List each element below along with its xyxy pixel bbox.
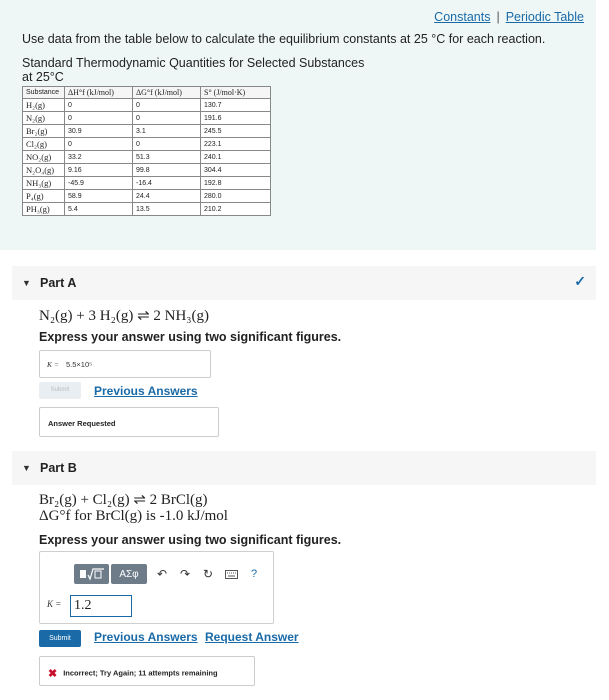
periodic-table-link[interactable]: Periodic Table	[505, 10, 584, 24]
table-row	[23, 164, 271, 177]
s-cell: 304.4	[201, 164, 271, 177]
error-x-icon: ✖	[48, 668, 58, 680]
dh-cell: 58.9	[65, 190, 133, 203]
problem-intro-text: Use data from the table below to calculate the equilibrium constants at 25 °C for each reaction.	[22, 32, 546, 46]
part-b-given-value: -1.0 kJ/mol	[159, 508, 228, 524]
keyboard-icon[interactable]	[221, 564, 241, 584]
part-b-given	[39, 508, 228, 525]
collapse-caret-icon[interactable]: ▼	[22, 463, 31, 473]
header-s: S° (J/mol·K)	[201, 87, 271, 99]
top-links	[434, 10, 584, 24]
table-row	[23, 151, 271, 164]
part-a-header[interactable]	[12, 266, 596, 300]
substance-cell: N₂O₄(g)	[23, 164, 65, 177]
s-cell: 240.1	[201, 151, 271, 164]
table-row	[23, 112, 271, 125]
dg-cell: 51.3	[133, 151, 201, 164]
table-row	[23, 99, 271, 112]
part-b-header[interactable]	[12, 451, 596, 485]
math-toolbar	[74, 563, 264, 585]
table-row	[23, 203, 271, 216]
k-label: K =	[47, 599, 62, 609]
s-cell: 280.0	[201, 190, 271, 203]
part-a-previous-answers-link[interactable]: Previous Answers	[94, 384, 198, 398]
substance-cell: H₂(g)	[23, 99, 65, 112]
answer-requested-message: Answer Requested	[39, 407, 219, 437]
substance-cell: Cl₂(g)	[23, 138, 65, 151]
reset-icon[interactable]: ↻	[202, 567, 214, 581]
table-row	[23, 190, 271, 203]
help-icon[interactable]: ?	[250, 568, 258, 580]
dg-cell: 0	[133, 112, 201, 125]
s-cell: 192.8	[201, 177, 271, 190]
error-message: Incorrect; Try Again; 11 attempts remaining	[63, 668, 218, 678]
table-title	[22, 56, 364, 84]
s-cell: 223.1	[201, 138, 271, 151]
table-row	[23, 177, 271, 190]
undo-icon[interactable]: ↶	[156, 567, 168, 581]
header-dg: ΔG°f (kJ/mol)	[133, 87, 201, 99]
part-a-instruction: Express your answer using two significant figures.	[39, 330, 342, 344]
table-title-line2: at 25°C	[22, 70, 64, 84]
k-answer-input[interactable]	[70, 595, 132, 617]
header-substance: Substance	[23, 87, 65, 99]
collapse-caret-icon[interactable]: ▼	[22, 278, 31, 288]
dg-cell: 24.4	[133, 190, 201, 203]
s-cell: 245.5	[201, 125, 271, 138]
dg-cell: 13.5	[133, 203, 201, 216]
part-b-previous-answers-link[interactable]: Previous Answers	[94, 630, 198, 644]
table-title-line1: Standard Thermodynamic Quantities for Selected Substances	[22, 56, 365, 70]
header-dh: ΔH°f (kJ/mol)	[65, 87, 133, 99]
thermo-table	[22, 86, 271, 216]
k-label: K =	[47, 360, 59, 369]
request-answer-link[interactable]: Request Answer	[205, 630, 299, 644]
s-cell: 210.2	[201, 203, 271, 216]
dg-cell: 3.1	[133, 125, 201, 138]
incorrect-feedback	[39, 656, 255, 686]
constants-link[interactable]: Constants	[434, 10, 491, 24]
table-header-row	[23, 87, 271, 99]
dh-cell: 9.16	[65, 164, 133, 177]
templates-icon	[79, 567, 105, 581]
substance-cell: NH₃(g)	[23, 177, 65, 190]
substance-cell: P₄(g)	[23, 190, 65, 203]
check-icon: ✓	[574, 273, 586, 289]
templates-button[interactable]	[74, 564, 109, 584]
substance-cell: Br₂(g)	[23, 125, 65, 138]
table-row	[23, 125, 271, 138]
dh-cell: -45.9	[65, 177, 133, 190]
part-b-label: Part B	[40, 461, 77, 475]
part-a-equation: N₂(g) + 3 H₂(g) ⇌ 2 NH₃(g)	[39, 308, 210, 324]
greek-symbols-button[interactable]: AΣφ	[111, 564, 147, 584]
substance-cell: N₂(g)	[23, 112, 65, 125]
dh-cell: 0	[65, 99, 133, 112]
s-cell: 191.6	[201, 112, 271, 125]
dh-cell: 33.2	[65, 151, 133, 164]
dh-cell: 0	[65, 112, 133, 125]
part-a-answer-value: 5.5×10⁵	[66, 360, 93, 369]
table-row	[23, 138, 271, 151]
dg-cell: 0	[133, 99, 201, 112]
keyboard-icon-glyph	[225, 570, 238, 579]
part-b-given-prefix: ΔG°f for BrCl(g) is	[39, 508, 160, 524]
part-a-answer-box	[39, 350, 211, 378]
part-a-label: Part A	[40, 276, 77, 290]
substance-cell: NO₂(g)	[23, 151, 65, 164]
substance-cell: PH₃(g)	[23, 203, 65, 216]
part-b-instruction: Express your answer using two significant figures.	[39, 533, 342, 547]
dh-cell: 30.9	[65, 125, 133, 138]
link-separator: |	[496, 10, 500, 24]
dg-cell: 99.8	[133, 164, 201, 177]
dh-cell: 0	[65, 138, 133, 151]
dg-cell: -16.4	[133, 177, 201, 190]
part-a-submit-button[interactable]: Submit	[39, 382, 81, 399]
problem-intro-panel	[0, 0, 596, 250]
dh-cell: 5.4	[65, 203, 133, 216]
part-b-submit-button[interactable]: Submit	[39, 630, 81, 647]
part-b-answer-editor	[39, 551, 274, 624]
s-cell: 130.7	[201, 99, 271, 112]
part-b-equation: Br₂(g) + Cl₂(g) ⇌ 2 BrCl(g)	[39, 492, 208, 508]
redo-icon[interactable]: ↷	[179, 567, 191, 581]
dg-cell: 0	[133, 138, 201, 151]
